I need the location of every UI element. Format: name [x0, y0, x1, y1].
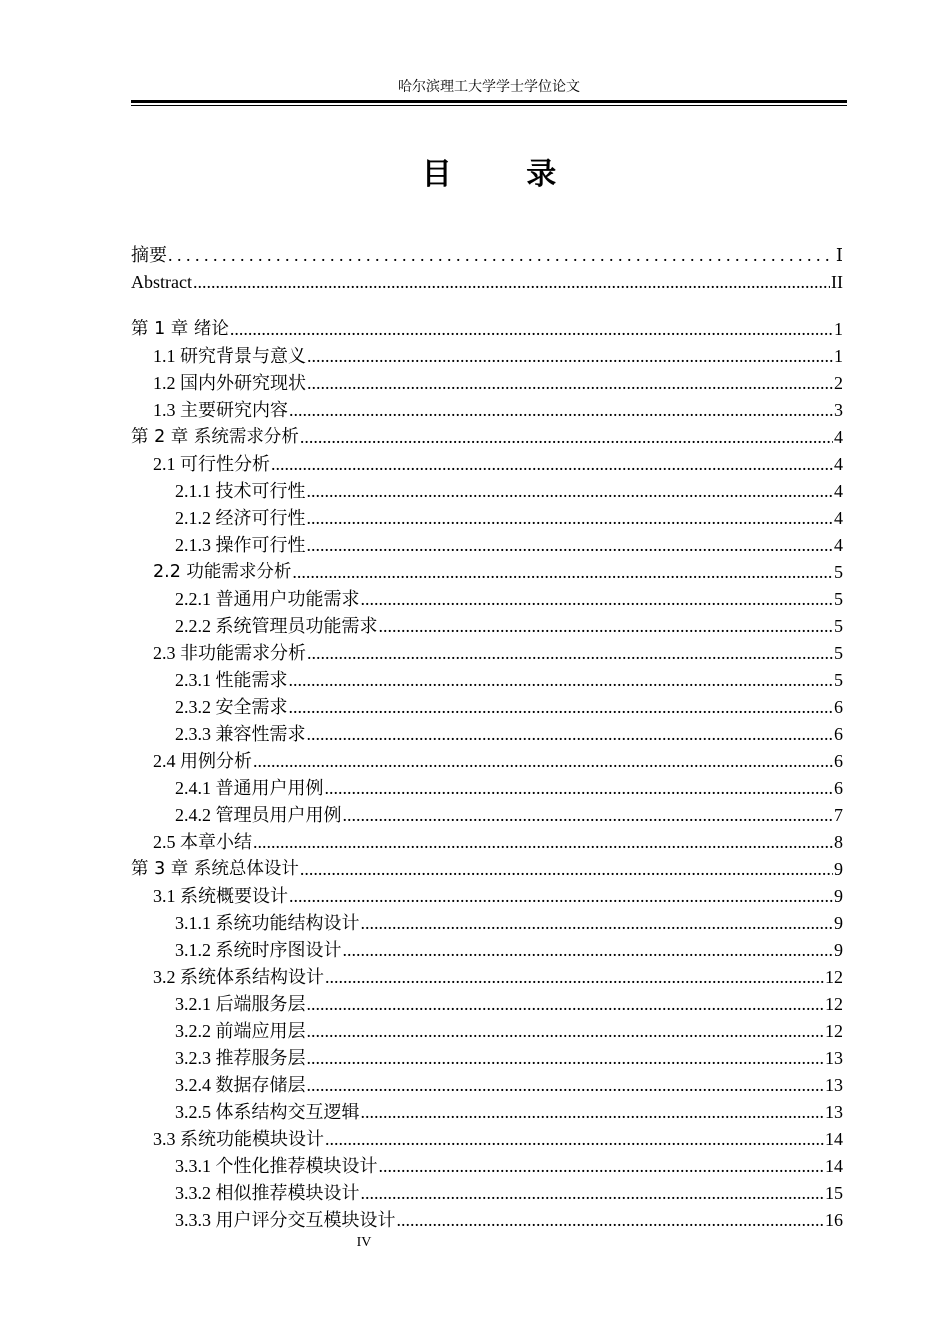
toc-entry[interactable] — [175, 934, 843, 961]
toc-entry-label: 2.1.3 操作可行性 — [175, 535, 306, 555]
toc-leader-dots — [300, 426, 833, 448]
toc-entry[interactable] — [175, 1015, 843, 1042]
toc-entry-label: Abstract — [131, 272, 192, 292]
toc-entry-label: 第 2 章 系统需求分析 — [131, 427, 299, 447]
toc-entry[interactable] — [131, 313, 843, 340]
toc-leader-dots — [271, 453, 833, 475]
toc-leader-dots — [361, 588, 834, 610]
toc-entry[interactable] — [175, 1150, 843, 1177]
toc-entry-page: 1 — [834, 319, 843, 339]
toc-entry-label: 2.1.1 技术可行性 — [175, 481, 306, 501]
toc-entry-label: 2.1 可行性分析 — [153, 454, 270, 474]
toc-entry-label: 2.3.3 兼容性需求 — [175, 724, 306, 744]
toc-entry[interactable] — [175, 529, 843, 556]
toc-entry-page: Ⅰ — [835, 245, 843, 265]
toc-entry-label: 1.1 研究背景与意义 — [153, 346, 306, 366]
toc-entry[interactable] — [175, 772, 843, 799]
toc-entry-label: 3.2.5 体系结构交互逻辑 — [175, 1102, 360, 1122]
toc-entry-label: 2.4 用例分析 — [153, 751, 252, 771]
toc-leader-dots — [230, 318, 833, 340]
toc-entry-label: 第 1 章 绪论 — [131, 319, 229, 339]
toc-leader-dots — [307, 642, 833, 664]
toc-entry[interactable] — [153, 367, 843, 394]
toc-leader-dots — [361, 912, 834, 934]
toc-entry[interactable] — [153, 745, 843, 772]
toc-leader-dots — [361, 1182, 825, 1204]
toc-entry[interactable] — [175, 907, 843, 934]
toc-entry[interactable] — [153, 880, 843, 907]
toc-entry-page: 4 — [834, 508, 843, 528]
toc-leader-dots — [168, 244, 835, 266]
toc-leader-dots — [253, 750, 833, 772]
toc-entry-page: 12 — [825, 1021, 843, 1041]
toc-entry[interactable] — [153, 448, 843, 475]
toc-entry-page: 5 — [834, 616, 843, 636]
toc-entry[interactable] — [175, 1042, 843, 1069]
toc-leader-dots — [307, 1047, 825, 1069]
toc-leader-dots — [289, 885, 833, 907]
toc-leader-dots — [379, 1155, 825, 1177]
toc-leader-dots — [325, 966, 824, 988]
toc-entry-page: 9 — [834, 940, 843, 960]
toc-entry-page: 5 — [834, 562, 843, 582]
toc-entry[interactable] — [175, 718, 843, 745]
toc-leader-dots — [307, 480, 834, 502]
toc-entry[interactable] — [175, 1177, 843, 1204]
toc-entry[interactable] — [153, 394, 843, 421]
toc-leader-dots — [397, 1209, 825, 1231]
toc-entry-label: 2.2 功能需求分析 — [153, 562, 292, 582]
toc-leader-dots — [307, 1020, 825, 1042]
toc-leader-dots — [289, 669, 834, 691]
toc-entry[interactable] — [175, 1096, 843, 1123]
toc-leader-dots — [307, 372, 833, 394]
toc-entry[interactable] — [153, 961, 843, 988]
toc-entry-page: 5 — [834, 670, 843, 690]
toc-entry-page: 12 — [825, 967, 843, 987]
page-number: IV — [356, 1235, 372, 1250]
toc-entry-page: 15 — [825, 1183, 843, 1203]
toc-entry-page: 6 — [834, 724, 843, 744]
toc-entry[interactable] — [175, 664, 843, 691]
toc-entry-page: 1 — [834, 346, 843, 366]
toc-leader-dots — [253, 831, 833, 853]
toc-entry[interactable] — [175, 691, 843, 718]
toc-entry-label: 3.1.1 系统功能结构设计 — [175, 913, 360, 933]
toc-entry-page: 9 — [834, 886, 843, 906]
toc-entry-page: 5 — [834, 643, 843, 663]
toc-entry-label: 3.2.1 后端服务层 — [175, 994, 306, 1014]
toc-entry-page: 6 — [834, 778, 843, 798]
toc-entry-page: 6 — [834, 751, 843, 771]
toc-entry-label: 2.2.2 系统管理员功能需求 — [175, 616, 378, 636]
toc-entry-page: 9 — [834, 859, 843, 879]
toc-leader-dots — [307, 507, 834, 529]
toc-entry-page: 8 — [834, 832, 843, 852]
toc-entry-page: 6 — [834, 697, 843, 717]
toc-entry-page: 13 — [825, 1102, 843, 1122]
toc-entry[interactable] — [175, 1069, 843, 1096]
toc-entry-label: 3.2.2 前端应用层 — [175, 1021, 306, 1041]
toc-entry[interactable] — [175, 610, 843, 637]
toc-entry-page: 3 — [834, 400, 843, 420]
toc-entry[interactable] — [131, 853, 843, 880]
toc-entry[interactable] — [175, 988, 843, 1015]
toc-leader-dots — [307, 723, 834, 745]
toc-entry-page: 13 — [825, 1075, 843, 1095]
toc-entry-page: 16 — [825, 1210, 843, 1230]
toc-entry[interactable] — [175, 502, 843, 529]
toc-leader-dots — [292, 561, 833, 583]
toc-entry-label: 2.4.1 普通用户用例 — [175, 778, 324, 798]
toc-leader-dots — [300, 858, 833, 880]
running-header: 哈尔滨理工大学学士学位论文 — [398, 79, 580, 95]
toc-entry-label: 3.1 系统概要设计 — [153, 886, 288, 906]
toc-entry-page: 4 — [834, 454, 843, 474]
toc-entry-page: II — [831, 272, 843, 292]
toc-entry-page: 4 — [834, 481, 843, 501]
toc-entry-label: 2.2.1 普通用户功能需求 — [175, 589, 360, 609]
toc-entry-page: 9 — [834, 913, 843, 933]
toc-entry-label: 3.1.2 系统时序图设计 — [175, 940, 342, 960]
toc-entry-label: 2.4.2 管理员用户用例 — [175, 805, 342, 825]
toc-leader-dots — [307, 534, 834, 556]
toc-entry-label: 3.3 系统功能模块设计 — [153, 1129, 324, 1149]
toc-entry[interactable] — [153, 340, 843, 367]
toc-entry-label: 1.3 主要研究内容 — [153, 400, 288, 420]
toc-leader-dots — [379, 615, 834, 637]
toc-leader-dots — [325, 777, 834, 799]
toc-leader-dots — [307, 345, 833, 367]
toc-entry[interactable] — [153, 826, 843, 853]
toc-entry-label: 3.2 系统体系结构设计 — [153, 967, 324, 987]
toc-entry-page: 5 — [834, 589, 843, 609]
toc-entry-label: 3.3.1 个性化推荐模块设计 — [175, 1156, 378, 1176]
toc-entry-label: 2.3.1 性能需求 — [175, 670, 288, 690]
toc-entry-label: 第 3 章 系统总体设计 — [131, 859, 299, 879]
toc-leader-dots — [307, 993, 825, 1015]
toc-entry-label: 摘要 — [131, 245, 167, 265]
toc-entry-label: 2.3 非功能需求分析 — [153, 643, 306, 663]
toc-leader-dots — [307, 1074, 825, 1096]
toc-entry[interactable] — [131, 266, 843, 293]
header-rule-thick — [131, 100, 847, 103]
toc-entry-page: 12 — [825, 994, 843, 1014]
toc-leader-dots — [193, 271, 830, 293]
toc-entry-label: 2.5 本章小结 — [153, 832, 252, 852]
toc-leader-dots — [343, 939, 834, 961]
toc-entry[interactable] — [175, 1204, 843, 1231]
toc-leader-dots — [343, 804, 834, 826]
toc-leader-dots — [361, 1101, 825, 1123]
toc-leader-dots — [325, 1128, 824, 1150]
toc-entry-page: 7 — [834, 805, 843, 825]
toc-entry[interactable] — [175, 799, 843, 826]
toc-entry-label: 3.3.2 相似推荐模块设计 — [175, 1183, 360, 1203]
toc-entry[interactable] — [131, 239, 843, 266]
toc-entry[interactable] — [175, 583, 843, 610]
toc-entry-page: 4 — [834, 535, 843, 555]
toc-entry[interactable] — [175, 475, 843, 502]
toc-entry-label: 2.3.2 安全需求 — [175, 697, 288, 717]
toc-entry[interactable] — [153, 637, 843, 664]
toc-entry[interactable] — [153, 556, 843, 583]
page-title: 目 录 — [421, 157, 589, 192]
toc-entry-label: 3.2.3 推荐服务层 — [175, 1048, 306, 1068]
toc-leader-dots — [289, 399, 833, 421]
toc-leader-dots — [289, 696, 834, 718]
header-rule-thin — [131, 105, 847, 106]
toc-entry-label: 3.2.4 数据存储层 — [175, 1075, 306, 1095]
toc-entry[interactable] — [153, 1123, 843, 1150]
toc-entry-label: 1.2 国内外研究现状 — [153, 373, 306, 393]
toc-entry-page: 14 — [825, 1129, 843, 1149]
toc-entry-label: 3.3.3 用户评分交互模块设计 — [175, 1210, 396, 1230]
toc-entry-label: 2.1.2 经济可行性 — [175, 508, 306, 528]
toc-entry-page: 4 — [834, 427, 843, 447]
toc-entry-page: 2 — [834, 373, 843, 393]
toc-entry-page: 13 — [825, 1048, 843, 1068]
toc-entry-page: 14 — [825, 1156, 843, 1176]
toc-entry[interactable] — [131, 421, 843, 448]
